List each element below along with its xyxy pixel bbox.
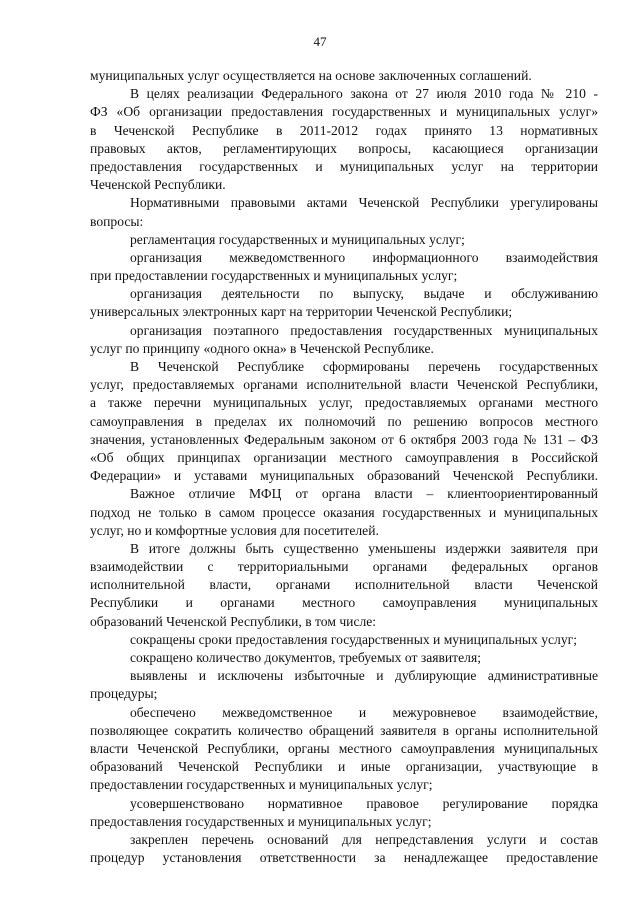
text-line: В Чеченской Республике сформированы перечень государственных — [130, 359, 598, 374]
text-line: Нормативными правовыми актами Чеченской Республики урегулированы — [130, 195, 598, 211]
text-line: ФЗ «Об организации предоставления государственных и муниципальных услуг» — [90, 104, 598, 120]
text-line: правовых актов, регламентирующих вопросы, касающиеся организации — [90, 140, 598, 156]
text-line: сокращены сроки предоставления государственных и муниципальных услуг; — [130, 631, 577, 647]
text-line: предоставления государственных и муниципальных услуг; — [90, 813, 432, 829]
text-line: организация межведомственного информационного взаимодействия — [130, 249, 598, 265]
text-line: сокращено количество документов, требуемых от заявителя; — [130, 650, 481, 665]
text-line: образований Чеченской Республики, в том числе: — [90, 613, 377, 629]
text-line: предоставлении государственных и муниципальных услуг; — [90, 777, 433, 793]
text-line: муниципальных услуг осуществляется на основе заключенных соглашений. — [90, 68, 532, 83]
text-line: В итоге должны быть существенно уменьшены издержки заявителя при — [130, 540, 598, 556]
text-line: процедур установления ответственности за ненадлежащее предоставление — [90, 850, 598, 866]
body-text — [90, 67, 598, 867]
text-line: усовершенствовано нормативное правовое регулирование порядка — [130, 795, 598, 811]
text-line: В целях реализации Федерального закона от 27 июля 2010 года № 210 - — [130, 86, 598, 102]
text-line: выявлены и исключены избыточные и дублирующие административные — [130, 668, 598, 684]
text-line: в Чеченской Республике в 2011-2012 годах принято 13 нормативных — [90, 122, 598, 138]
text-line: предоставления государственных и муниципальных услуг на территории — [90, 158, 598, 174]
text-line: Чеченской Республики. — [90, 177, 226, 193]
text-line: вопросы: — [90, 213, 144, 229]
text-line: услуг по принципу «одного окна» в Чеченской Республике. — [90, 340, 434, 356]
text-line: при предоставлении государственных и муниципальных услуг; — [90, 268, 458, 284]
text-line: взаимодействии с территориальными органами федеральных органов — [90, 559, 598, 575]
text-line: регламентация государственных и муниципальных услуг; — [130, 231, 465, 247]
page-number: 47 — [313, 34, 327, 49]
text-line: организация деятельности по выпуску, выдаче и обслуживанию — [130, 286, 598, 302]
text-line: а также перечни муниципальных услуг, предоставляемых органами местного — [90, 395, 598, 411]
text-line: Республики и органами местного самоуправления муниципальных — [90, 595, 598, 611]
text-line: обеспечено межведомственное и межуровневое взаимодействие, — [130, 704, 598, 720]
text-line: процедуры; — [90, 686, 158, 702]
text-line: закреплен перечень оснований для непредставления услуги и состав — [130, 831, 598, 847]
text-line: Важное отличие МФЦ от органа власти – клиентоориентированный — [130, 486, 598, 502]
text-line: «Об общих принципах организации местного самоуправления в Российской — [90, 449, 598, 465]
text-line: власти Чеченской Республики, органы местного самоуправления муниципальных — [90, 740, 598, 756]
text-line: универсальных электронных карт на территории Чеченской Республики; — [90, 304, 513, 320]
text-line: подход не только в самом процессе оказания государственных и муниципальных — [90, 504, 598, 520]
text-line: самоуправления в пределах их полномочий по решению вопросов местного — [90, 413, 598, 429]
text-line: услуг, предоставляемых органами исполнительной власти Чеченской Республики, — [90, 377, 598, 393]
text-line: образований Чеченской Республики и иные организации, участвующие в — [90, 759, 598, 775]
text-line: значения, установленных Федеральным законом от 6 октября 2003 года № 131 – ФЗ — [90, 431, 598, 447]
text-line: организация поэтапного предоставления государственных муниципальных — [130, 322, 598, 338]
text-line: позволяющее сократить количество обращений заявителя в органы исполнительной — [90, 722, 598, 738]
text-line: Федерации» и уставами муниципальных образований Чеченской Республики. — [90, 468, 598, 484]
text-line: услуг, но и комфортные условия для посетителей. — [90, 522, 379, 538]
text-line: исполнительной власти, органами исполнительной власти Чеченской — [90, 577, 598, 593]
